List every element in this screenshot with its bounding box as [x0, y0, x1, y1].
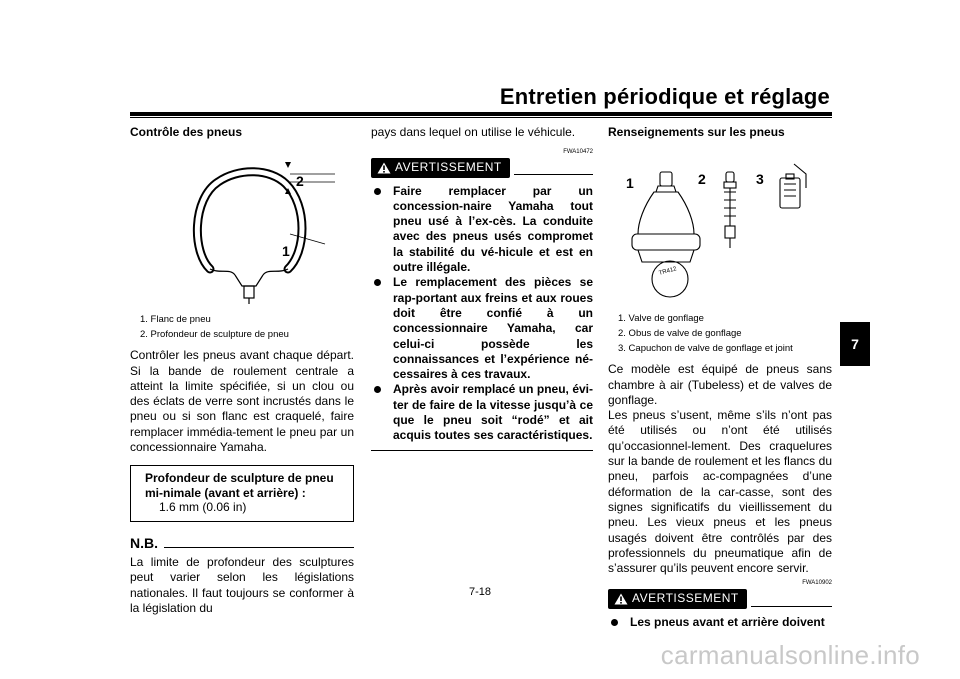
chapter-tab: 7: [840, 322, 870, 366]
valve-illustration: [608, 144, 832, 299]
callout-1: 1: [282, 243, 290, 260]
disc-stamp: TR412: [658, 266, 678, 278]
callout-3: 3: [756, 171, 764, 188]
page-number: 7-18: [468, 586, 492, 598]
warning-list: [608, 615, 832, 630]
header-rule: [130, 112, 832, 116]
aging-paragraph: Les pneus s’usent, même s’ils n’ont pas été utilisés ou n’ont été utilisés qu’occasionnel-lement. Des craquelures sur la bande de roulement et les flancs du pneu, parfois ac-compagnées d’une déformation de la car-casse, sont des signes significatifs du vieillissement du pneu. Les vieux pneus et les pneus usagés doivent être contrôlés par des professionnels du pneumatique afin de s’assurer qu’ils peuvent encore servir.: [608, 408, 832, 576]
warning-rule: [751, 606, 832, 607]
nb-rule: [164, 547, 354, 548]
warning-triangle-icon: [377, 162, 391, 174]
section-heading-tire-check: Contrôle des pneus: [130, 125, 243, 139]
spec-value: 1.6 mm (0.06 in): [159, 500, 247, 515]
caption-1: 1. Flanc de pneu: [140, 314, 211, 326]
caption-3: 3. Capuchon de valve de gonflage et joint: [618, 343, 793, 355]
figure-captions: [608, 311, 832, 356]
section-heading-tire-info: Renseignements sur les pneus: [608, 125, 785, 139]
warning-item: Après avoir remplacé un pneu, évi-ter de faire de la vitesse jusqu’à ce que le pneu soit “rodé” et ait acquis toutes ses caractéristiques.: [371, 382, 593, 443]
column-3: [608, 125, 832, 630]
column-1: [130, 125, 354, 616]
tire-cross-section-illustration: [130, 144, 354, 304]
figure-captions: [130, 312, 354, 342]
warning-list: [371, 184, 593, 444]
caption-2: 2. Obus de valve de gonflage: [618, 328, 742, 340]
header-rule-thin: [130, 117, 832, 118]
warning-triangle-icon: [614, 593, 628, 605]
nb-label: N.B.: [130, 534, 158, 551]
warning-badge: [608, 589, 747, 608]
warning-item: Le remplacement des pièces se rap-portant aux freins et aux roues doit être confié à un concessionnaire Yamaha, car celui-ci possède les connaissances et l’expérience né-cessaires à ces travaux.: [371, 275, 593, 382]
warning-code: FWA10472: [563, 149, 593, 156]
caption-1: 1. Valve de gonflage: [618, 313, 704, 325]
callout-2: 2: [698, 171, 706, 188]
warning-rule: [514, 174, 593, 175]
callout-1: 1: [626, 175, 634, 192]
nb-text: La limite de profondeur des sculptures peut varier selon les législations nationales. Il faut toujours se conformer à la législation du: [130, 555, 354, 616]
tubeless-paragraph: Ce modèle est équipé de pneus sans chambre à air (Tubeless) et de valves de gonflage.: [608, 362, 832, 407]
nb-header: [130, 536, 354, 551]
spec-box: [130, 465, 354, 522]
valve-figure: [608, 144, 832, 299]
warning-badge: [371, 158, 510, 177]
warning-header: [371, 158, 593, 177]
warning-item: Faire remplacer par un concession-naire Yamaha tout pneu usé à l’ex-cès. La conduite avec des pneus usés compromet la stabilité du vé-hicule et est en outre illégale.: [371, 184, 593, 276]
callout-2: 2: [296, 173, 304, 190]
watermark: carmanualsonline.info: [660, 640, 920, 670]
warning-code: FWA10902: [802, 580, 832, 587]
warning-end-rule: [371, 450, 593, 451]
warning-label: AVERTISSEMENT: [632, 591, 739, 606]
page-title: Entretien périodique et réglage: [499, 84, 830, 109]
warning-label: AVERTISSEMENT: [395, 160, 502, 175]
tire-figure: [130, 144, 354, 304]
tire-check-paragraph: Contrôler les pneus avant chaque départ. Si la bande de roulement centrale a atteint la limite spécifiée, si un clou ou des éclats de verre sont incrustés dans le pneu ou si son flanc est craquelé, faire remplacer immédia-tement le pneu par un concessionnaire Yamaha.: [130, 348, 354, 455]
warning-item: Les pneus avant et arrière doivent: [608, 615, 832, 630]
warning-header: [608, 589, 832, 608]
continuation-text: pays dans lequel on utilise le véhicule.: [371, 125, 576, 139]
caption-2: 2. Profondeur de sculpture de pneu: [140, 329, 289, 341]
spec-label: Profondeur de sculpture de pneu mi-nimale (avant et arrière) :: [145, 471, 334, 500]
column-2: [371, 125, 593, 451]
